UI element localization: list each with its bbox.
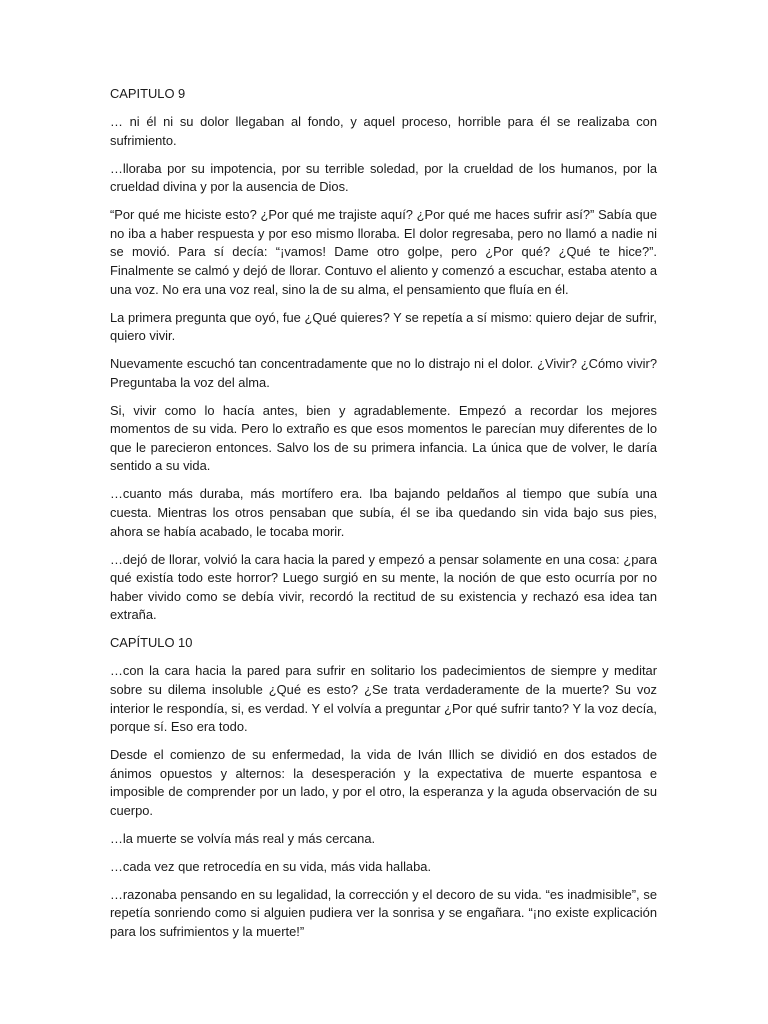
paragraph: Desde el comienzo de su enfermedad, la vida de Iván Illich se dividió en dos estados de ánimos opuestos y alternos: la desesperación y la expectativa de muerte espantosa e imposible de comprender por un lado, y por el otro, la esperanza y la aguda observación de su cuerpo.	[110, 747, 657, 818]
paragraph: “Por qué me hiciste esto? ¿Por qué me trajiste aquí? ¿Por qué me haces sufrir así?” Sabía que no iba a haber respuesta y por eso mismo lloraba. El dolor regresaba, pero no llamó a nadie ni se movió. Para sí decía: “¡vamos! Dame otro golpe, pero ¿Por qué? ¿Qué te hice?”. Finalmente se calmó y dejó de llorar. Contuvo el aliento y comenzó a escuchar, estaba atento a una voz. No era una voz real, sino la de su alma, el pensamiento que fluía en él.	[110, 207, 657, 297]
chapter-9-heading: CAPITULO 9	[110, 86, 186, 101]
paragraph: …lloraba por su impotencia, por su terrible soledad, por la crueldad de los humanos, por la crueldad divina y por la ausencia de Dios.	[110, 160, 657, 195]
chapter-10-heading: CAPÍTULO 10	[110, 635, 193, 651]
paragraph: … ni él ni su dolor llegaban al fondo, y aquel proceso, horrible para él se realizaba con sufrimiento.	[110, 113, 657, 148]
paragraph: La primera pregunta que oyó, fue ¿Qué quieres? Y se repetía a sí mismo: quiero dejar de sufrir, quiero vivir.	[110, 309, 657, 344]
paragraph: …cuanto más duraba, más mortífero era. Iba bajando peldaños al tiempo que subía una cuesta. Mientras los otros pensaban que subía, él se iba quedando sin vida bajo sus pies, ahora se había acabado, le tocaba morir.	[110, 486, 657, 539]
paragraph: …dejó de llorar, volvió la cara hacia la pared y empezó a pensar solamente en una cosa: ¿para qué existía todo este horror? Luego surgió en su mente, la noción de que esto ocurría por no haber vivido como se debía vivir, recordó la rectitud de su existencia y rechazó esa idea tan extraña.	[110, 551, 657, 623]
paragraph: Si, vivir como lo hacía antes, bien y agradablemente. Empezó a recordar los mejores momentos de su vida. Pero lo extraño es que esos momentos le parecían muy diferentes de lo que le parecieron entonces. Salvo los de su primera infancia. La única que de volver, le daría sentido a su vida.	[110, 402, 657, 474]
paragraph: …la muerte se volvía más real y más cercana.	[110, 830, 376, 846]
paragraph: …razonaba pensando en su legalidad, la corrección y el decoro de su vida. “es inadmisible”, se repetía sonriendo como si alguien pudiera ver la sonrisa y se engañara. “¡no existe explicación para los sufrimientos y la muerte!”	[110, 886, 657, 940]
paragraph: Nuevamente escuchó tan concentradamente que no lo distrajo ni el dolor. ¿Vivir? ¿Cómo vivir? Preguntaba la voz del alma.	[110, 356, 657, 390]
document-page	[110, 85, 657, 951]
paragraph: …con la cara hacia la pared para sufrir en solitario los padecimientos de siempre y meditar sobre su dilema insoluble ¿Qué es esto? ¿Se trata verdaderamente de la muerte? Su voz interior le respondía, si, es verdad. Y el volvía a preguntar ¿Por qué sufrir tanto? Y la voz decía, porque sí. Eso era todo.	[110, 663, 657, 735]
paragraph: …cada vez que retrocedía en su vida, más vida hallaba.	[110, 858, 432, 874]
